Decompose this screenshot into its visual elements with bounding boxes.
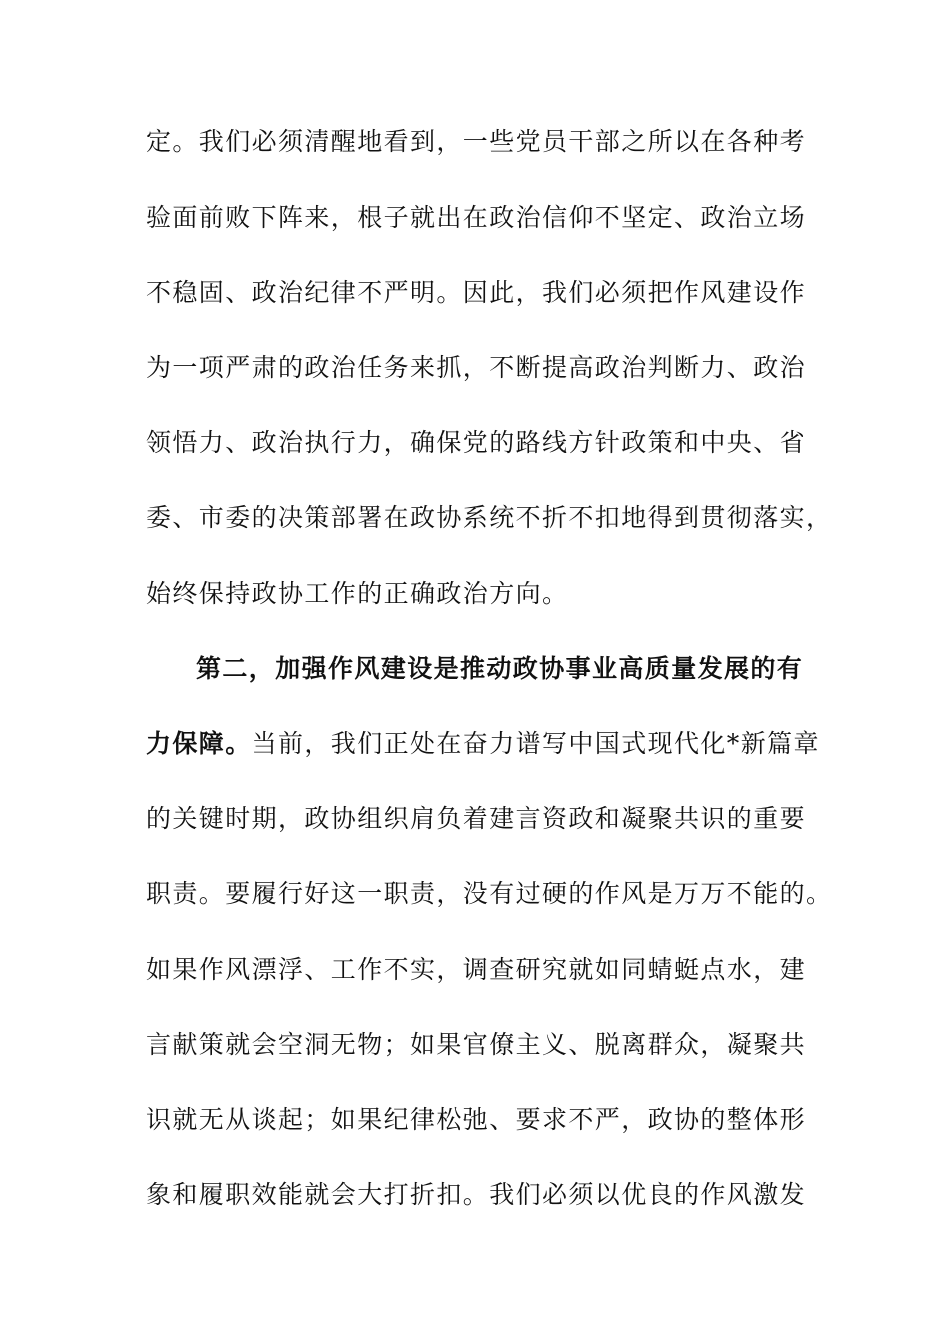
- paragraph-line-9: 当前，我们正处在奋力谱写中国式现代化*新篇章: [251, 729, 820, 758]
- section-heading-line: 第二，加强作风建设是推动政协事业高质量发展的有: [196, 654, 804, 683]
- paragraph-line-13: 言献策就会空洞无物；如果官僚主义、脱离群众，凝聚共: [146, 1030, 807, 1059]
- paragraph-line-15: 象和履职效能就会大打折扣。我们必须以优良的作风激发: [146, 1180, 807, 1209]
- paragraph-line-2: 验面前败下阵来，根子就出在政治信仰不坚定、政治立场: [146, 203, 807, 232]
- section-heading-tail: 力保障。: [146, 729, 252, 758]
- paragraph-line-7: 始终保持政协工作的正确政治方向。: [146, 579, 569, 608]
- paragraph-line-14: 识就无从谈起；如果纪律松弛、要求不严，政协的整体形: [146, 1105, 807, 1134]
- section-heading-continuation: [146, 724, 820, 764]
- paragraph-line-6: 委、市委的决策部署在政协系统不折不扣地得到贯彻落实，: [146, 503, 833, 532]
- paragraph-line-11: 职责。要履行好这一职责，没有过硬的作风是万万不能的。: [146, 879, 833, 908]
- paragraph-line-10: 的关键时期，政协组织肩负着建言资政和凝聚共识的重要: [146, 804, 807, 833]
- paragraph-line-12: 如果作风漂浮、工作不实，调查研究就如同蜻蜓点水，建: [146, 955, 807, 984]
- paragraph-line-5: 领悟力、政治执行力，确保党的路线方针政策和中央、省: [146, 428, 807, 457]
- paragraph-line-1: 定。我们必须清醒地看到，一些党员干部之所以在各种考: [146, 127, 807, 156]
- paragraph-line-3: 不稳固、政治纪律不严明。因此，我们必须把作风建设作: [146, 278, 807, 307]
- paragraph-line-4: 为一项严肃的政治任务来抓，不断提高政治判断力、政治: [146, 353, 807, 382]
